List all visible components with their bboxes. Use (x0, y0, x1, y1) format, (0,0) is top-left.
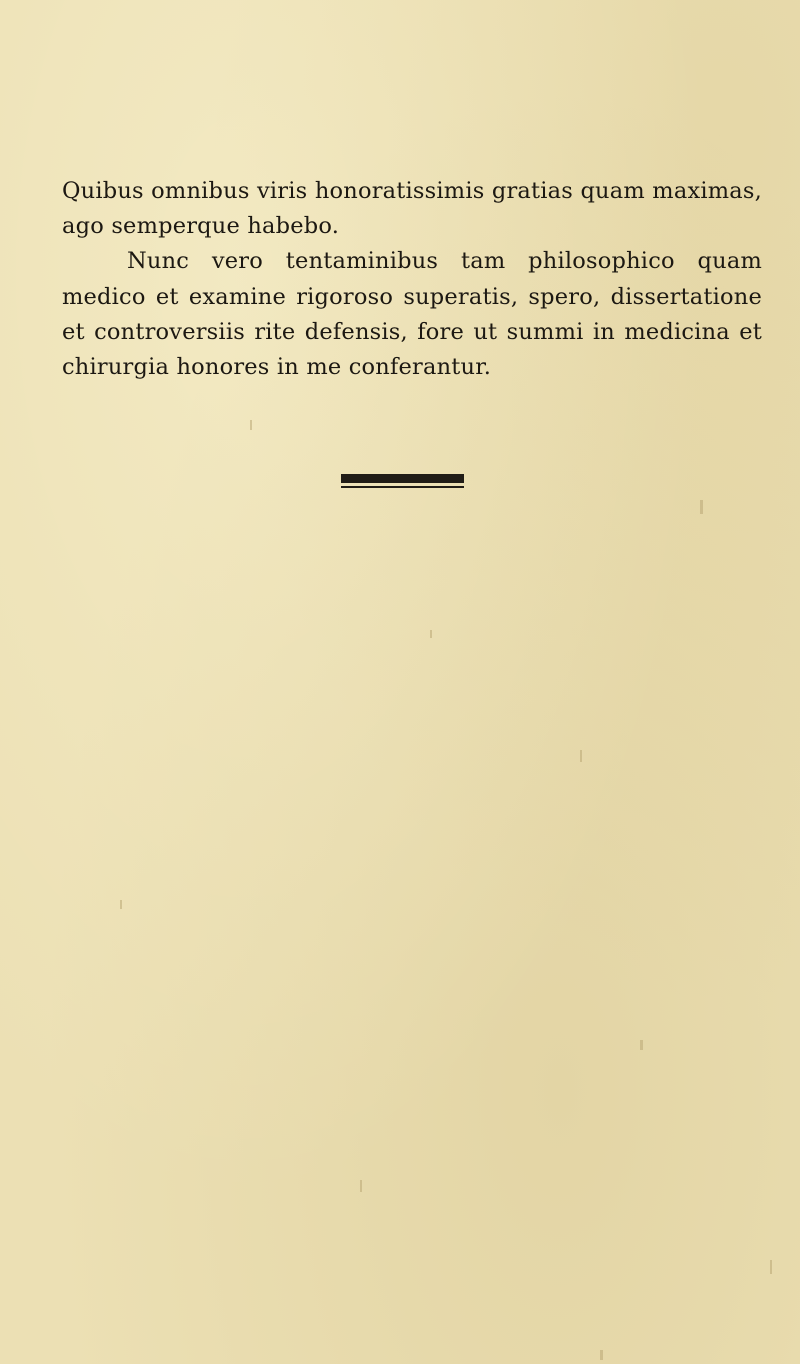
paragraph-degree-request: Nunc vero tentaminibus tam philosophico quam medico et examine rigoroso superatis, spero, dissertatione et controversiis rite defensis, fore ut summi in medicina et chirurgia honores in me conferantur. (62, 248, 762, 381)
double-rule-ornament-icon (341, 474, 464, 488)
ornament-thin-rule (341, 486, 464, 488)
ornament-thick-rule (341, 474, 464, 483)
paragraph-acknowledgement: Quibus omnibus viris honoratissimis gratias quam maximas, ago semperque habebo. (62, 178, 762, 240)
body-text (62, 174, 762, 385)
